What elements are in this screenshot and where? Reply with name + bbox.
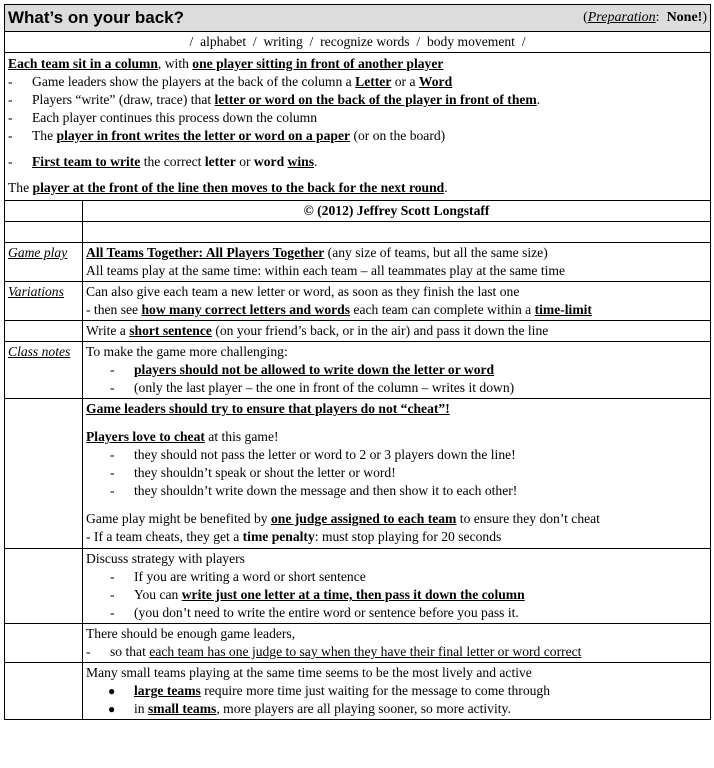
sentence-line: Write a short sentence (on your friend’s back, or in the air) and pass it down the line [86,323,549,338]
gameplay-line-1: All Teams Together: All Players Together (any size of teams, but all the same size) [86,245,548,260]
teamsize-row [5,663,711,720]
classnotes-cell [83,342,711,399]
gameplay-line-2: All teams play at the same time: within each team – all teammates play at the same time [86,263,566,278]
document-page [4,4,710,720]
cheating-item-1: - they should not pass the letter or word to 2 or 3 players down the line! [110,447,516,462]
category-tags: / alphabet / writing / recognize words / body movement / [189,34,526,49]
variations-label: Variations [8,284,64,299]
categories-cell [5,32,711,53]
strategy-intro: Discuss strategy with players [86,551,245,566]
cheating-heading: Game leaders should try to ensure that players do not “cheat”! [86,401,450,416]
gameplay-label-cell [5,243,83,282]
classnotes-label: Class notes [8,344,71,359]
cheating-row [5,399,711,549]
teamsize-bullet-small: ● in small teams, more players are all playing sooner, so more activity. [108,701,511,716]
intro-step-show: - Game leaders show the players at the back of the column a Letter or a Word [8,74,453,89]
cheating-cell [83,399,711,549]
bullet-icon: ● [108,702,116,716]
intro-line-setup: Each team sit in a column, with one player sitting in front of another player [8,56,444,71]
sentence-row [5,321,711,342]
strategy-item-1: - If you are writing a word or short sentence [110,569,366,584]
penalty-line: - If a team cheats, they get a time penalty: must stop playing for 20 seconds [86,529,502,544]
copyright: © (2012) Jeffrey Scott Longstaff [83,201,711,222]
gameplay-row [5,243,711,282]
categories-row [5,32,711,53]
intro-step-write: - Players “write” (draw, trace) that letter or word on the back of the player in front of them. [8,92,541,107]
leaders-row [5,624,711,663]
strategy-row [5,549,711,624]
variations-line-1: Can also give each team a new letter or word, as soon as they finish the last one [86,284,520,299]
variations-row [5,282,711,321]
cheating-love: Players love to cheat at this game! [86,429,279,444]
intro-step-win: - First team to write the correct letter or word wins. [8,154,318,169]
challenge-item-1: - players should not be allowed to write down the letter or word [110,362,495,377]
cheating-item-3: - they shouldn’t write down the message and then show it to each other! [110,483,518,498]
gameplay-label: Game play [8,245,68,260]
intro-cell [5,53,711,201]
strategy-item-2: - You can write just one letter at a time, then pass it down the column [110,587,525,602]
leaders-cell [83,624,711,663]
strategy-item-3: - (you don’t need to write the entire word or sentence before you pass it. [110,605,519,620]
strategy-cell [83,549,711,624]
variations-cell [83,282,711,321]
leaders-intro: There should be enough game leaders, [86,626,296,641]
sentence-cell [83,321,711,342]
teamsize-intro: Many small teams playing at the same time seems to be the most lively and active [86,665,532,680]
challenge-intro: To make the game more challenging: [86,344,288,359]
copyright-row [5,201,711,222]
teamsize-cell [83,663,711,720]
variations-line-2: - then see how many correct letters and words each team can complete within a time-limit [86,302,592,317]
title-row [5,5,711,32]
teamsize-bullet-large: ● large teams require more time just waiting for the message to come through [108,683,551,698]
intro-step-continue: - Each player continues this process down the column [8,110,318,125]
preparation-note: (Preparation: None!) [583,10,708,25]
spacer-row [5,222,711,243]
classnotes-label-cell [5,342,83,399]
gameplay-cell [83,243,711,282]
intro-step-front: - The player in front writes the letter or word on a paper (or on the board) [8,128,446,143]
intro-row [5,53,711,201]
classnotes-row [5,342,711,399]
activity-table [4,4,711,720]
preparation-label: Preparation [587,10,656,25]
page-title: What’s on your back? [8,8,185,27]
challenge-item-2: - (only the last player – the one in front of the column – writes it down) [110,380,515,395]
bullet-icon: ● [108,684,116,698]
leaders-item: - so that each team has one judge to say when they have their final letter or word correct [86,644,582,659]
variations-label-cell [5,282,83,321]
title-cell [5,5,711,32]
intro-line-rotate: The player at the front of the line then moves to the back for the next round. [8,180,448,195]
preparation-value: None! [666,10,703,25]
judge-line: Game play might be benefited by one judge assigned to each team to ensure they don’t cheat [86,511,600,526]
cheating-item-2: - they shouldn’t speak or shout the letter or word! [110,465,396,480]
